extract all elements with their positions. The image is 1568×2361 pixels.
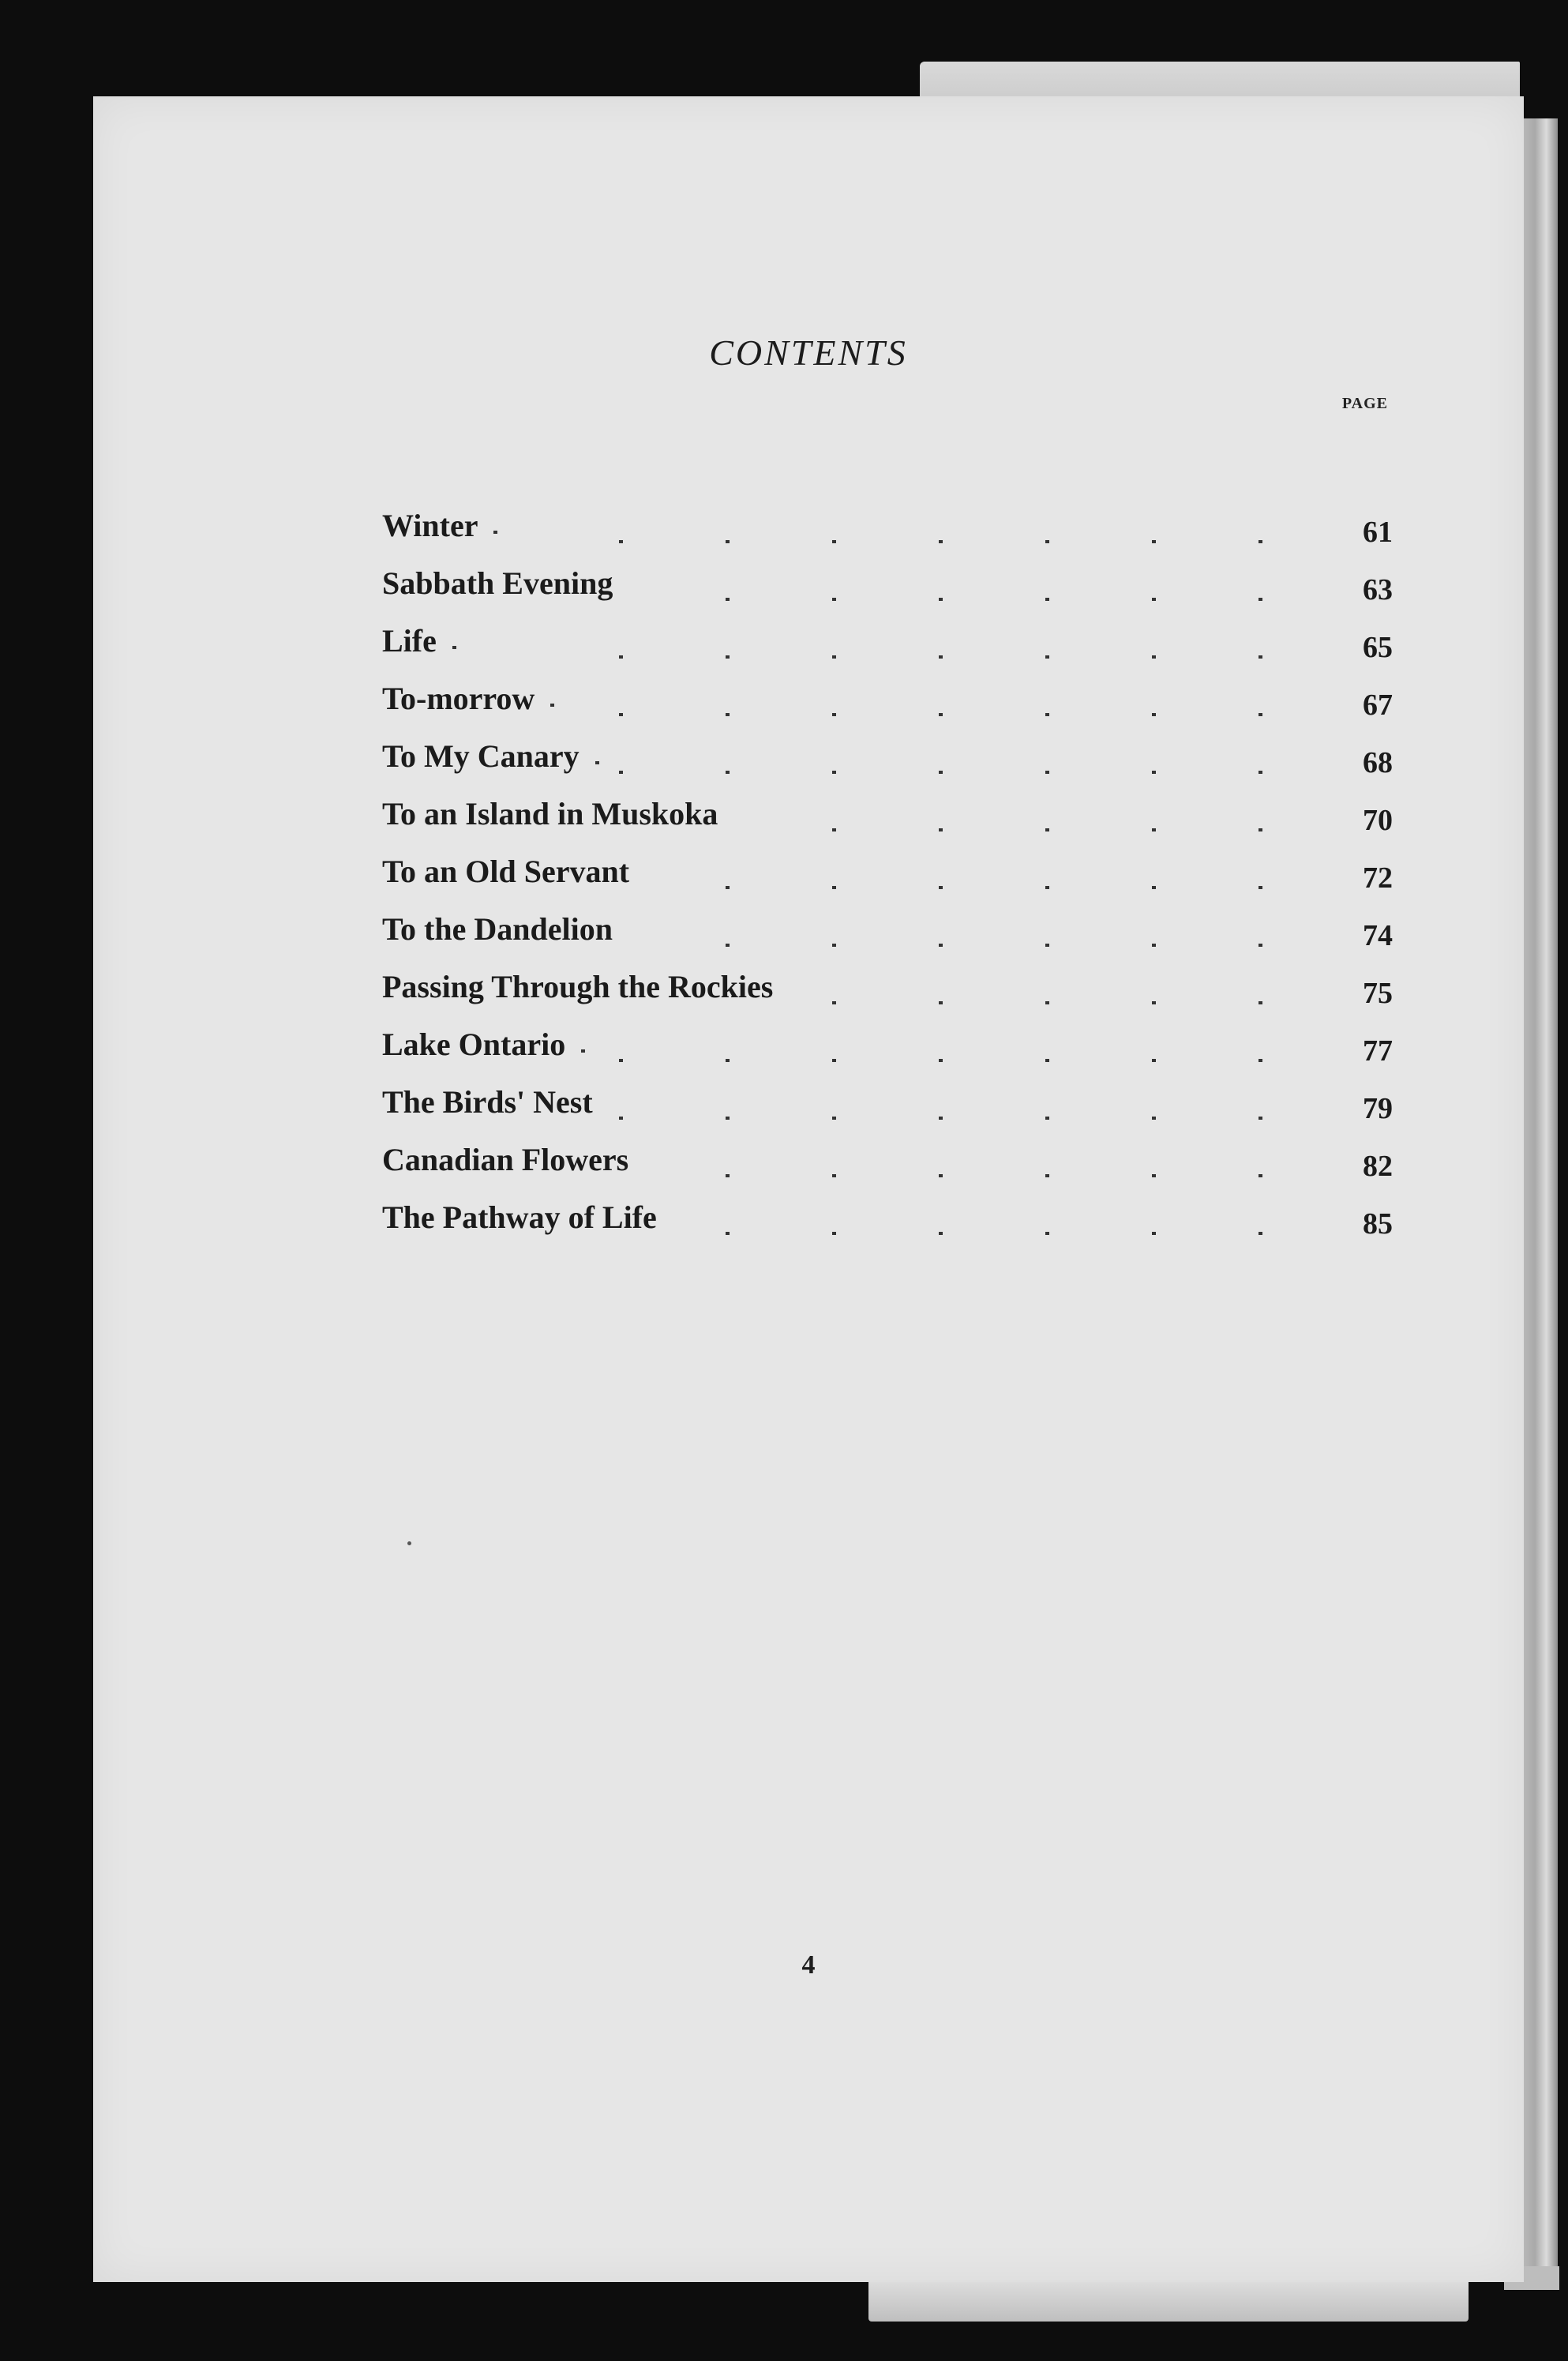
leader-dot [726, 1232, 730, 1235]
toc-entry [382, 853, 1393, 910]
paper-speck [407, 1541, 411, 1545]
leader-dot [1152, 540, 1156, 543]
leader-dot [726, 1117, 730, 1120]
dot-leaders [382, 1083, 1393, 1140]
leader-dot [832, 1117, 836, 1120]
leader-dot [1259, 540, 1262, 543]
leader-dot [1152, 1117, 1156, 1120]
leader-dot [726, 771, 730, 774]
leader-dot [726, 540, 730, 543]
dot-leaders [382, 622, 1393, 679]
leader-dot [581, 1049, 585, 1053]
leader-dot [832, 1232, 836, 1235]
leader-dot [939, 1232, 943, 1235]
toc-entry [382, 910, 1393, 967]
dot-leaders [382, 968, 1393, 1025]
toc-entry [382, 565, 1393, 621]
toc-entry [382, 1026, 1393, 1083]
leader-dot [1259, 598, 1262, 601]
leader-dot [939, 1117, 943, 1120]
leader-dot [832, 1059, 836, 1062]
leader-dot [939, 598, 943, 601]
toc-entry-page: 70 [1363, 804, 1393, 837]
toc-entry-title: Passing Through the Rockies [382, 969, 774, 1004]
leader-dot [1259, 886, 1262, 889]
leader-dot [939, 771, 943, 774]
page-column-label: PAGE [1341, 395, 1388, 412]
leader-dot [1259, 1059, 1262, 1062]
leader-dot [939, 828, 943, 831]
leader-dot [939, 540, 943, 543]
toc-entry-page: 75 [1363, 977, 1393, 1010]
leader-dot [1152, 598, 1156, 601]
leader-dot [726, 1174, 730, 1177]
leader-dot [1045, 1001, 1049, 1004]
toc-entry-title: To My Canary [382, 738, 580, 774]
toc-entry-title: To-morrow [382, 681, 535, 716]
leader-dot [1259, 1117, 1262, 1120]
toc-entry-title: Canadian Flowers [382, 1142, 629, 1177]
leader-dot [1152, 886, 1156, 889]
dot-leaders [382, 1199, 1393, 1256]
leader-dot [939, 655, 943, 659]
toc-entry-page: 68 [1363, 746, 1393, 779]
leader-dot [832, 713, 836, 716]
leader-dot [939, 1001, 943, 1004]
toc-entry-title: Sabbath Evening [382, 565, 613, 601]
dot-leaders [382, 507, 1393, 564]
toc-entry [382, 507, 1393, 564]
leader-dot [726, 655, 730, 659]
toc-entry [382, 680, 1393, 737]
toc-entry [382, 1141, 1393, 1198]
toc-entry [382, 795, 1393, 852]
leader-dot [1045, 1174, 1049, 1177]
leader-dot [1045, 1232, 1049, 1235]
toc-entry-page: 63 [1363, 573, 1393, 606]
leader-dot [832, 828, 836, 831]
dot-leaders [382, 910, 1393, 967]
contents-title: CONTENTS [709, 332, 908, 373]
leader-dot [1045, 828, 1049, 831]
toc-entry [382, 1083, 1393, 1140]
page-number: 4 [801, 1950, 816, 1980]
toc-entry-page: 77 [1363, 1034, 1393, 1068]
leader-dot [550, 704, 554, 707]
leader-dot [832, 771, 836, 774]
leader-dot [1152, 771, 1156, 774]
leader-dot [726, 598, 730, 601]
leader-dot [939, 944, 943, 947]
leader-dot [832, 540, 836, 543]
toc-entry-title: To the Dandelion [382, 911, 613, 947]
leader-dot [726, 1059, 730, 1062]
leader-dot [1045, 1059, 1049, 1062]
leader-dot [1045, 886, 1049, 889]
leader-dot [726, 713, 730, 716]
leader-dot [1259, 1232, 1262, 1235]
leader-dot [1045, 771, 1049, 774]
leader-dot [1045, 1117, 1049, 1120]
dot-leaders [382, 1141, 1393, 1198]
leader-dot [939, 886, 943, 889]
book-page [93, 96, 1524, 2282]
toc-entry-page: 61 [1363, 516, 1393, 549]
toc-entry-page: 82 [1363, 1150, 1393, 1183]
toc-entry-page: 79 [1363, 1092, 1393, 1125]
leader-dot [1152, 1059, 1156, 1062]
toc-entry-page: 65 [1363, 631, 1393, 664]
leader-dot [726, 944, 730, 947]
leader-dot [1259, 828, 1262, 831]
leader-dot [619, 713, 623, 716]
leader-dot [493, 531, 497, 534]
leader-dot [1152, 944, 1156, 947]
leader-dot [832, 655, 836, 659]
leader-dot [1045, 540, 1049, 543]
leader-dot [832, 598, 836, 601]
toc-entry-title: To an Island in Muskoka [382, 796, 718, 831]
leader-dot [452, 646, 456, 649]
leader-dot [1259, 944, 1262, 947]
leader-dot [619, 540, 623, 543]
leader-dot [1152, 828, 1156, 831]
toc-entry-title: Lake Ontario [382, 1027, 566, 1062]
toc-entry-title: Winter [382, 508, 478, 543]
dot-leaders [382, 680, 1393, 737]
toc-entry-title: The Birds' Nest [382, 1084, 593, 1120]
leader-dot [832, 1174, 836, 1177]
toc-entry [382, 738, 1393, 794]
leader-dot [832, 1001, 836, 1004]
toc-entry [382, 1199, 1393, 1256]
toc-entry-page: 72 [1363, 861, 1393, 895]
toc-entry [382, 968, 1393, 1025]
leader-dot [1152, 1232, 1156, 1235]
dot-leaders [382, 1026, 1393, 1083]
leader-dot [619, 1117, 623, 1120]
leader-dot [939, 1174, 943, 1177]
toc-entry-page: 67 [1363, 689, 1393, 722]
toc-entry-page: 74 [1363, 919, 1393, 952]
leader-dot [1259, 771, 1262, 774]
leader-dot [1045, 655, 1049, 659]
leader-dot [832, 886, 836, 889]
leader-dot [1152, 713, 1156, 716]
toc-entry-title: To an Old Servant [382, 854, 630, 889]
leader-dot [1259, 713, 1262, 716]
toc-entry-page: 85 [1363, 1207, 1393, 1241]
leader-dot [1259, 1174, 1262, 1177]
back-sheet-edge-right [1520, 118, 1558, 2266]
leader-dot [1045, 713, 1049, 716]
leader-dot [1152, 655, 1156, 659]
leader-dot [1152, 1174, 1156, 1177]
leader-dot [726, 886, 730, 889]
dot-leaders [382, 565, 1393, 621]
toc-entry-title: The Pathway of Life [382, 1199, 657, 1235]
dot-leaders [382, 738, 1393, 794]
leader-dot [619, 771, 623, 774]
leader-dot [1259, 1001, 1262, 1004]
leader-dot [1152, 1001, 1156, 1004]
leader-dot [1259, 655, 1262, 659]
leader-dot [1045, 598, 1049, 601]
dot-leaders [382, 795, 1393, 852]
leader-dot [939, 713, 943, 716]
leader-dot [832, 944, 836, 947]
leader-dot [1045, 944, 1049, 947]
leader-dot [939, 1059, 943, 1062]
leader-dot [595, 761, 599, 764]
leader-dot [619, 1059, 623, 1062]
toc-entry-title: Life [382, 623, 437, 659]
dot-leaders [382, 853, 1393, 910]
leader-dot [619, 655, 623, 659]
toc-entry [382, 622, 1393, 679]
